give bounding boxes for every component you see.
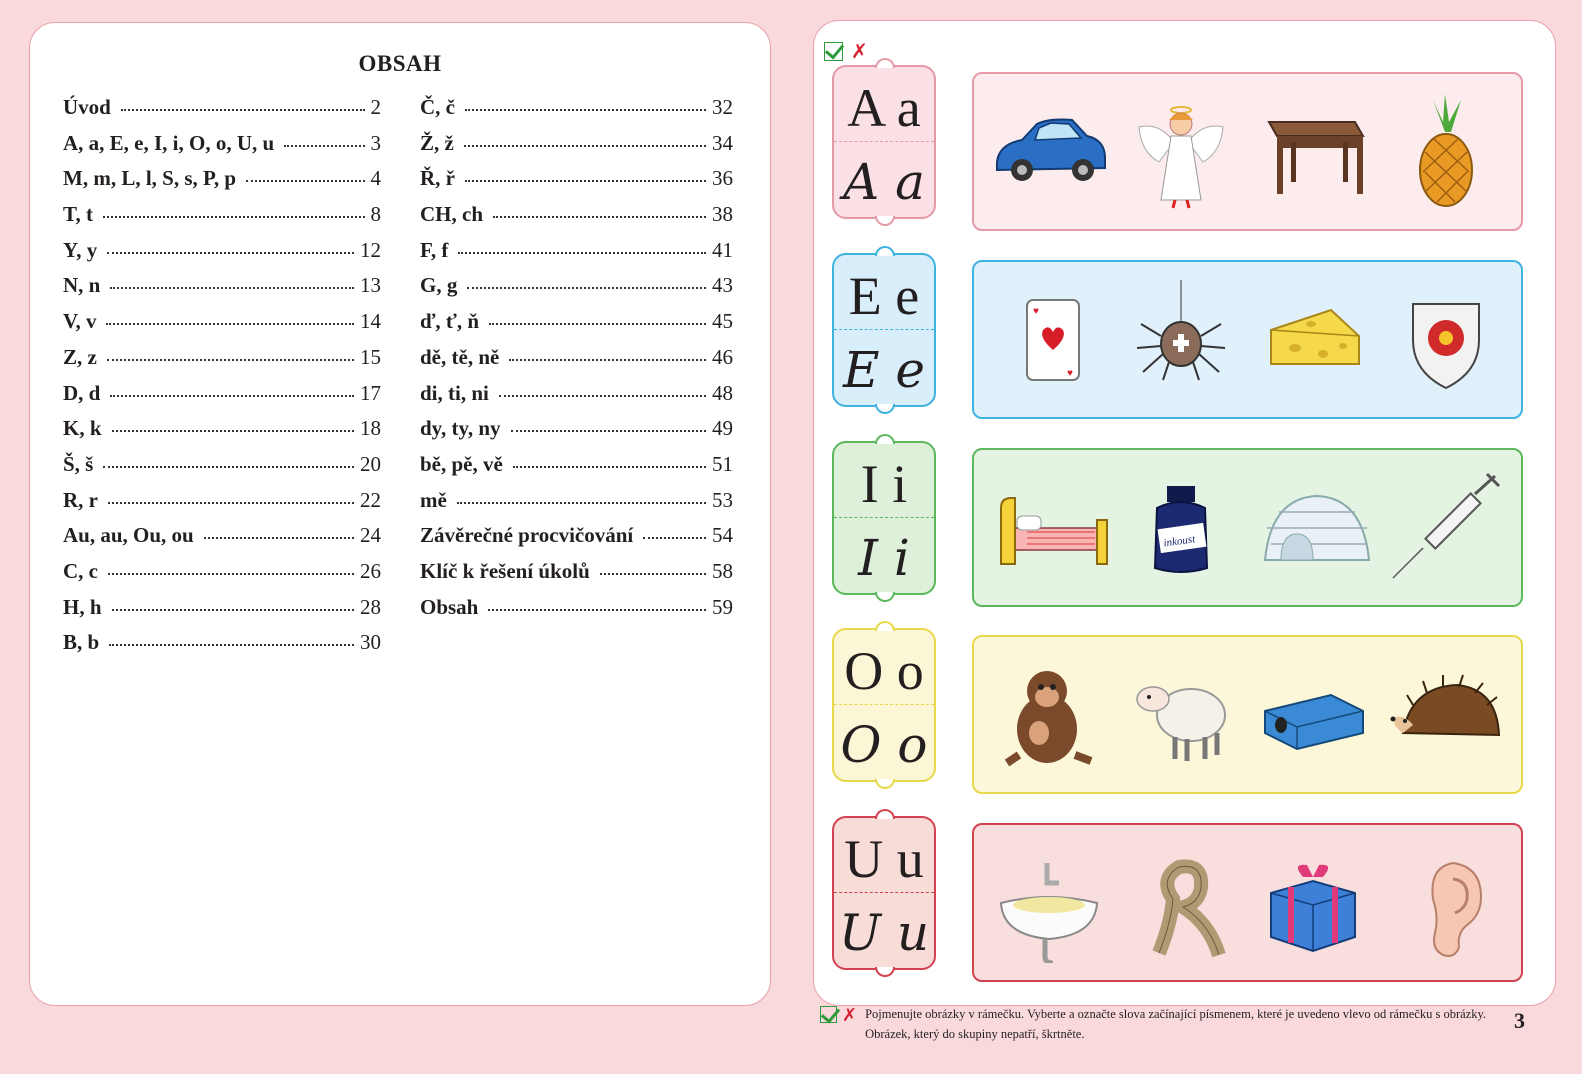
toc-entry-page: 2: [370, 95, 381, 119]
toc-entry: [420, 202, 733, 238]
car-icon[interactable]: [987, 92, 1112, 212]
picture-frame: [972, 635, 1523, 794]
picture-frame: [972, 260, 1523, 419]
knot-icon[interactable]: [1119, 843, 1244, 963]
angel-icon[interactable]: [1119, 92, 1244, 212]
cursive-letter: U u: [838, 904, 930, 962]
printed-letter: O o: [844, 641, 924, 701]
toc-entry-page: 3: [370, 130, 381, 155]
toc-entry: [63, 452, 381, 488]
toc-entry-page: 43: [712, 273, 733, 298]
picture-frame: [972, 823, 1523, 982]
toc-entry: [420, 238, 733, 274]
toc-dot-leader: [488, 609, 706, 611]
toc-entry: [420, 452, 733, 488]
toc-dot-leader: [103, 216, 365, 218]
toc-dot-leader: [284, 145, 364, 147]
toc-entry-page: 8: [370, 202, 381, 227]
cross-icon: ✗: [851, 39, 868, 63]
printed-letter: U u: [844, 829, 924, 889]
toc-entry-page: 53: [712, 487, 733, 512]
toc-entry-page: 17: [360, 380, 381, 405]
cursive-letter: O o: [840, 716, 928, 774]
toc-dot-leader: [467, 287, 706, 289]
toc-dot-leader: [464, 145, 706, 147]
ink-bottle-label: inkoust: [1162, 532, 1197, 550]
toc-dot-leader: [493, 216, 706, 218]
toc-entry-page: 49: [712, 416, 733, 441]
toc-entry: [63, 523, 381, 559]
toc-dot-leader: [107, 252, 354, 254]
toc-entry: [63, 273, 381, 309]
toc-entry-label: mě: [420, 487, 447, 512]
sharpener-icon[interactable]: [1251, 655, 1376, 775]
cross-icon: ✗: [842, 1005, 858, 1026]
toc-entry: [420, 131, 733, 167]
letter-tag: [832, 253, 936, 407]
toc-entry-label: Obsah: [420, 594, 479, 619]
toc-entry: [63, 166, 381, 202]
toc-dot-leader: [107, 359, 354, 361]
checkbox-icon: [824, 42, 843, 61]
ink-bottle-icon[interactable]: [1119, 468, 1244, 588]
toc-dot-leader: [509, 359, 706, 361]
printed-letter: A a: [847, 78, 921, 138]
toc-entry: [63, 416, 381, 452]
toc-entry-page: 13: [360, 273, 381, 298]
toc-dot-leader: [457, 502, 706, 504]
toc-entry-page: 20: [360, 451, 381, 476]
gift-icon[interactable]: [1251, 843, 1376, 963]
sheep-icon[interactable]: [1119, 655, 1244, 775]
toc-entry-page: 18: [360, 416, 381, 441]
igloo-icon[interactable]: [1251, 468, 1376, 588]
toc-entry: [63, 131, 381, 167]
toc-entry-label: Š, š: [63, 451, 94, 476]
toc-entry: [420, 345, 733, 381]
toc-entry-label: H, h: [63, 594, 102, 619]
instruction-text: Pojmenujte obrázky v rámečku. Vyberte a označte slova začínající písmenem, které je uvedeno vlevo od rámečku s obrázky. Obrázek, který do skupiny nepatří, škrtněte.: [865, 1007, 1487, 1041]
toc-dot-leader: [643, 537, 706, 539]
cursive-letter: E e: [843, 341, 925, 399]
table-icon[interactable]: [1251, 92, 1376, 212]
svg-text:♥: ♥: [1067, 367, 1074, 379]
letter-tag: [832, 816, 936, 970]
cheese-icon[interactable]: [1251, 280, 1376, 400]
toc-entry-page: 58: [712, 558, 733, 583]
toc-dot-leader: [465, 180, 706, 182]
toc-entry-label: Ř, ř: [420, 166, 455, 191]
toc-entry-page: 24: [360, 523, 381, 548]
toc-entry: [420, 523, 733, 559]
toc-entry-label: Závěrečné procvičování: [420, 523, 634, 548]
toc-dot-leader: [106, 323, 354, 325]
toc-entry-label: B, b: [63, 630, 100, 655]
toc-entry-page: 34: [712, 130, 733, 155]
toc-entry: [63, 630, 381, 666]
toc-entry-page: 30: [360, 630, 381, 655]
toc-entry-page: 4: [370, 166, 381, 191]
toc-entry-label: di, ti, ni: [420, 380, 489, 405]
toc-entry: [420, 166, 733, 202]
toc-dot-leader: [112, 609, 354, 611]
toc-entry-label: R, r: [63, 487, 98, 512]
toc-entry: [63, 95, 381, 131]
toc-entry-page: 36: [712, 166, 733, 191]
toc-entry-page: 14: [360, 309, 381, 334]
toc-entry: [63, 559, 381, 595]
toc-dot-leader: [108, 573, 354, 575]
toc-entry: [63, 238, 381, 274]
toc-entry-label: Au, au, Ou, ou: [63, 523, 194, 548]
exercise-page: [813, 20, 1556, 1006]
toc-entry-page: 46: [712, 344, 733, 369]
toc-entry-label: bě, pě, vě: [420, 451, 503, 476]
toc-dot-leader: [112, 430, 354, 432]
toc-entry-label: C, c: [63, 558, 98, 583]
toc-entry: [63, 381, 381, 417]
toc-title: OBSAH: [358, 51, 442, 76]
cursive-letter: I i: [858, 529, 910, 587]
svg-text:♥: ♥: [1033, 305, 1040, 317]
toc-dot-leader: [121, 109, 365, 111]
toc-entry: [420, 559, 733, 595]
playing-card-icon[interactable]: [987, 280, 1112, 400]
toc-dot-leader: [465, 109, 706, 111]
picture-frame: [972, 448, 1523, 607]
bed-icon[interactable]: [987, 468, 1112, 588]
page-number: 3: [1514, 1008, 1525, 1033]
printed-letter: E e: [848, 266, 920, 326]
toc-dot-leader: [513, 466, 706, 468]
toc-entry-label: dě, tě, ně: [420, 344, 500, 369]
toc-entry: [63, 345, 381, 381]
ear-icon[interactable]: [1383, 843, 1508, 963]
toc-entry-label: Y, y: [63, 237, 98, 262]
toc-entry-label: T, t: [63, 202, 93, 227]
toc-dot-leader: [110, 395, 354, 397]
toc-dot-leader: [489, 323, 706, 325]
coat-of-arms-icon[interactable]: [1383, 280, 1508, 400]
toc-entry-label: Ž, ž: [420, 130, 454, 155]
toc-entry-label: D, d: [63, 380, 101, 405]
toc-dot-leader: [246, 180, 364, 182]
toc-entry-page: 51: [712, 451, 733, 476]
instruction: [820, 1004, 1496, 1044]
toc-column-2: [420, 95, 733, 630]
toc-entry-label: dy, ty, ny: [420, 416, 501, 441]
toc-entry: [63, 202, 381, 238]
toc-entry-label: N, n: [63, 273, 101, 298]
sink-icon[interactable]: [987, 843, 1112, 963]
toc-entry-label: Úvod: [63, 95, 111, 119]
toc-entry: [420, 273, 733, 309]
toc-entry-page: 12: [360, 237, 381, 262]
toc-entry-page: 28: [360, 594, 381, 619]
toc-entry-label: ď, ť, ň: [420, 309, 480, 334]
toc-entry-page: 45: [712, 309, 733, 334]
toc-entry: [420, 488, 733, 524]
toc-entry-label: F, f: [420, 237, 449, 262]
toc-entry-page: 54: [712, 523, 733, 548]
hedgehog-icon[interactable]: [1383, 655, 1508, 775]
toc-dot-leader: [103, 466, 354, 468]
toc-entry-label: Klíč k řešení úkolů: [420, 558, 590, 583]
toc-entry-label: CH, ch: [420, 202, 483, 227]
toc-dot-leader: [600, 573, 706, 575]
toc-entry-label: A, a, E, e, I, i, O, o, U, u: [63, 130, 275, 155]
toc-column-1: [63, 95, 381, 666]
toc-entry: [420, 95, 733, 131]
toc-entry-label: Z, z: [63, 344, 97, 369]
toc-dot-leader: [511, 430, 706, 432]
picture-frame: [972, 72, 1523, 231]
toc-dot-leader: [204, 537, 354, 539]
toc-entry-page: 48: [712, 380, 733, 405]
pineapple-icon[interactable]: [1383, 92, 1508, 212]
printed-letter: I i: [860, 454, 908, 514]
toc-entry-page: 41: [712, 237, 733, 262]
toc-entry-label: V, v: [63, 309, 97, 334]
cursive-letter: A a: [843, 153, 925, 211]
toc-entry-page: 15: [360, 344, 381, 369]
toc-page: [29, 22, 771, 1006]
toc-entry-page: 38: [712, 202, 733, 227]
toc-dot-leader: [499, 395, 706, 397]
letter-tag: [832, 65, 936, 219]
toc-entry: [63, 595, 381, 631]
toc-entry: [63, 488, 381, 524]
toc-dot-leader: [108, 502, 354, 504]
toc-entry: [420, 381, 733, 417]
spider-icon[interactable]: [1119, 280, 1244, 400]
toc-entry-label: M, m, L, l, S, s, P, p: [63, 166, 237, 191]
toc-entry-page: 59: [712, 594, 733, 619]
syringe-icon[interactable]: [1383, 468, 1508, 588]
monkey-icon[interactable]: [987, 655, 1112, 775]
toc-entry-label: Č, č: [420, 95, 455, 119]
checkbox-icon: [820, 1006, 837, 1023]
toc-entry-page: 26: [360, 558, 381, 583]
toc-entry-page: 22: [360, 487, 381, 512]
toc-entry: [420, 416, 733, 452]
toc-dot-leader: [458, 252, 706, 254]
toc-entry-label: K, k: [63, 416, 102, 441]
toc-entry: [420, 595, 733, 631]
toc-entry-label: G, g: [420, 273, 458, 298]
toc-entry: [63, 309, 381, 345]
letter-tag: [832, 628, 936, 782]
letter-tag: [832, 441, 936, 595]
toc-entry: [420, 309, 733, 345]
toc-dot-leader: [109, 644, 354, 646]
legend-icons: [824, 41, 868, 61]
toc-dot-leader: [110, 287, 354, 289]
toc-entry-page: 32: [712, 95, 733, 119]
